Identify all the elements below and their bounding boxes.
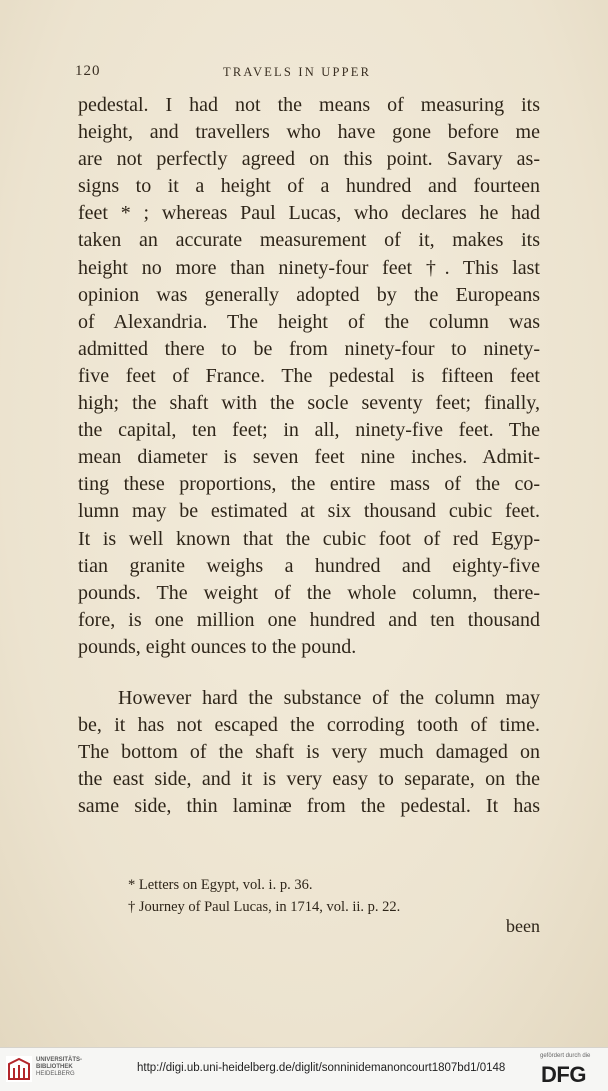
text-line: pounds, eight ounces to the pound. — [78, 635, 357, 658]
text-line: It is well known that the cubic foot of red Egyp- — [78, 527, 540, 550]
dfg-logo: DFG — [541, 1062, 586, 1087]
paragraph-2 — [78, 685, 540, 820]
text-line: taken an accurate measurement of it, makes its — [78, 229, 540, 252]
text-line: feet * ; whereas Paul Lucas, who declares he had — [78, 202, 540, 225]
text-line: fore, is one million one hundred and ten thousand — [78, 608, 540, 631]
text-line: are not perfectly agreed on this point. Savary as- — [78, 148, 540, 171]
text-line: five feet of France. The pedestal is fifteen feet — [78, 364, 540, 387]
text-line: high; the shaft with the socle seventy feet; finally, — [78, 392, 540, 415]
catchword: been — [506, 916, 540, 936]
text-line: opinion was generally adopted by the Europeans — [78, 283, 540, 306]
body-text — [78, 92, 540, 820]
library-name-line: UNIVERSITÄTS- — [36, 1057, 83, 1063]
footnote-1: * Letters on Egypt, vol. i. p. 36. — [128, 877, 313, 893]
funded-by-label: gefördert durch die — [540, 1053, 591, 1059]
text-line: be, it has not escaped the corroding tooth of time. — [78, 714, 540, 737]
text-line: admitted there to be from ninety-four to ninety- — [78, 337, 540, 360]
university-library-logo-icon — [6, 1056, 32, 1082]
library-name — [36, 1057, 82, 1078]
viewer-footer — [0, 1047, 608, 1091]
text-line: height, and travellers who have gone before me — [78, 121, 540, 144]
footnotes — [78, 874, 540, 918]
text-line: However hard the substance of the column may — [118, 686, 540, 709]
library-name-line: BIBLIOTHEK — [36, 1064, 73, 1070]
library-name-line: HEIDELBERG — [36, 1071, 75, 1077]
text-line: ting these proportions, the entire mass of the co- — [78, 473, 540, 496]
page-number: 120 — [75, 63, 101, 79]
text-line: lumn may be estimated at six thousand cubic feet. — [78, 500, 540, 523]
text-line: pedestal. I had not the means of measuring its — [78, 94, 540, 116]
text-line: pounds. The weight of the whole column, there- — [78, 581, 540, 604]
footnote-2: † Journey of Paul Lucas, in 1714, vol. ii. p. 22. — [128, 899, 401, 915]
text-line: height no more than ninety-four feet †. This last — [78, 256, 540, 279]
page-header — [75, 63, 540, 87]
text-line: mean diameter is seven feet nine inches. Admit- — [78, 446, 540, 469]
text-line: the capital, ten feet; in all, ninety-five feet. The — [78, 419, 540, 442]
text-line: signs to it a height of a hundred and fourteen — [78, 175, 540, 198]
text-line: same side, thin laminæ from the pedestal. It has — [78, 795, 540, 818]
text-line: tian granite weighs a hundred and eighty-five — [78, 554, 540, 577]
text-line: The bottom of the shaft is very much damaged on — [78, 741, 540, 764]
text-line: of Alexandria. The height of the column was — [78, 310, 540, 333]
running-title: TRAVELS IN UPPER — [223, 65, 372, 79]
permalink-url[interactable]: http://digi.ub.uni-heidelberg.de/diglit/sonninidemanoncourt1807bd1/0148 — [137, 1062, 506, 1074]
paragraph-1 — [78, 92, 540, 661]
text-line: the east side, and it is very easy to separate, on the — [78, 768, 540, 791]
